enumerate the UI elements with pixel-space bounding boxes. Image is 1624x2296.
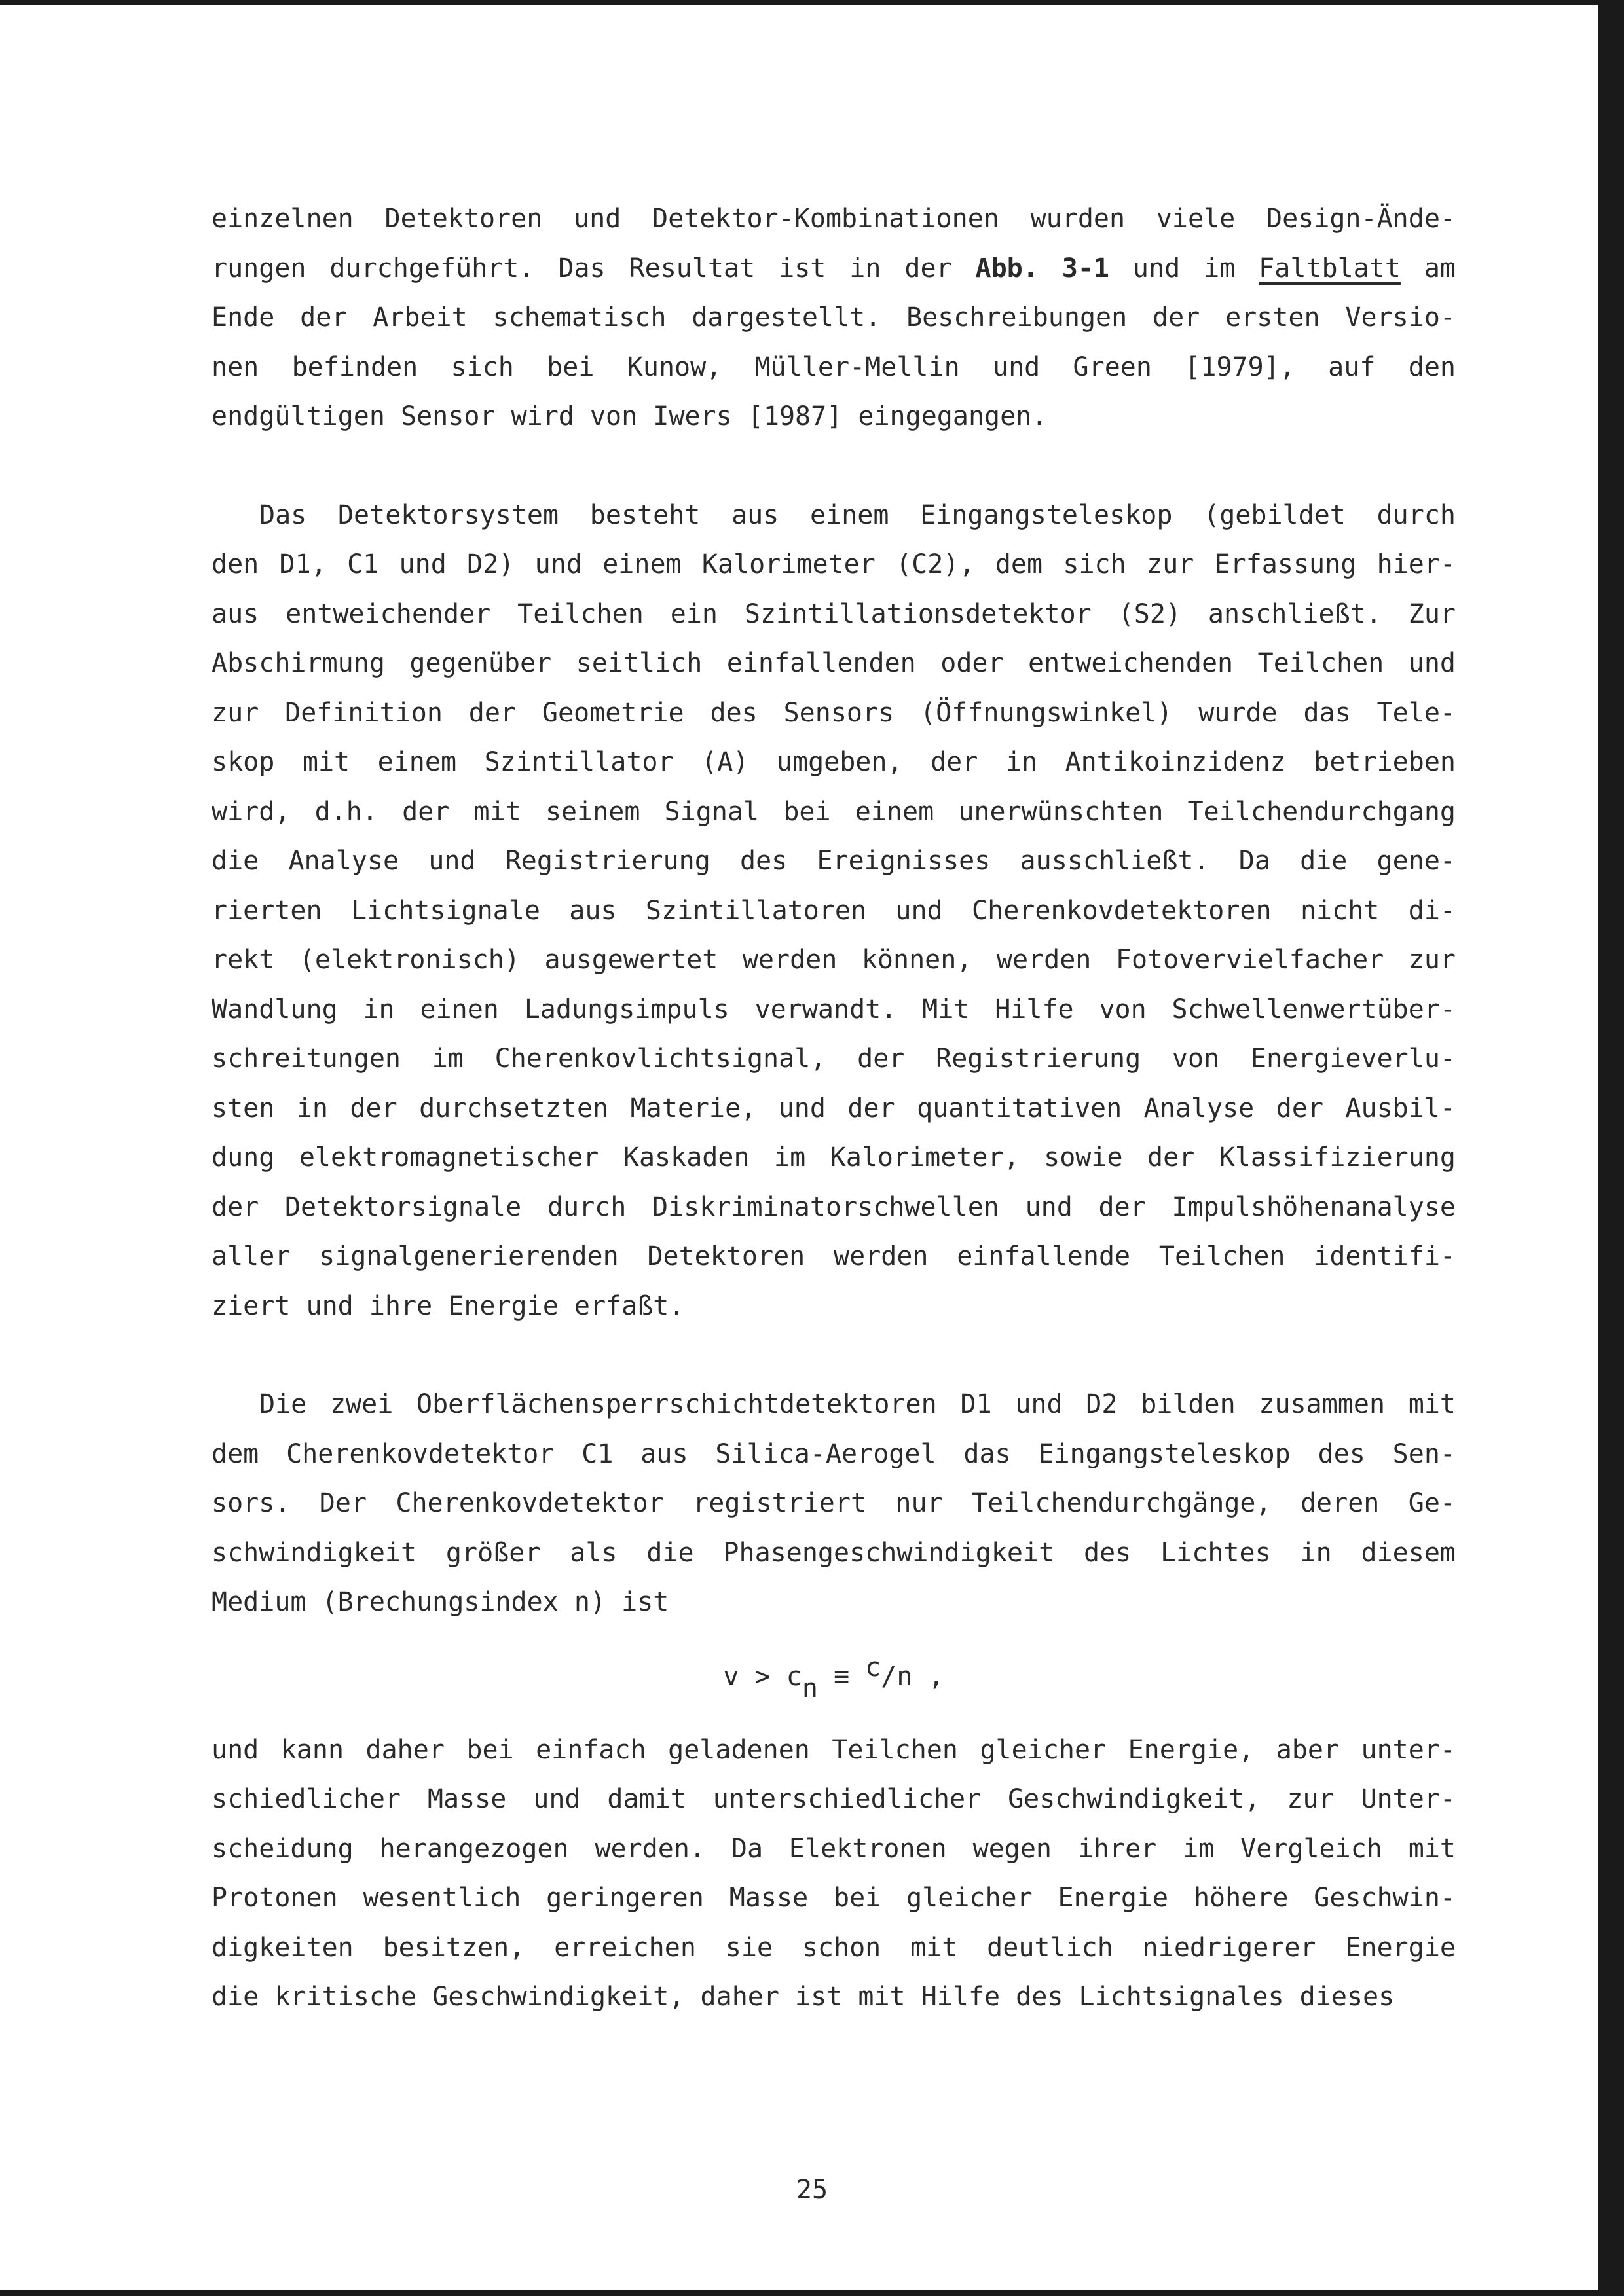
text-line: Ende der Arbeit schematisch dargestellt. Beschreibungen der ersten Versio- [212,302,1456,333]
body-text [212,194,1456,2022]
text-line: wird, d.h. der mit seinem Signal bei einem unerwünschten Teilchendurchgang [212,796,1456,827]
text-line: scheidung herangezogen werden. Da Elektronen wegen ihrer im Vergleich mit [212,1833,1456,1864]
text-line: sten in der durchsetzten Materie, und der quantitativen Analyse der Ausbil- [212,1093,1456,1123]
text-line: endgültigen Sensor wird von Iwers [1987] eingegangen. [212,401,1048,431]
paragraph-2 [212,491,1456,1332]
text-line: digkeiten besitzen, erreichen sie schon mit deutlich niedrigerer Energie [212,1932,1456,1963]
formula-denominator: n [896,1661,913,1692]
formula-tail: , [912,1661,944,1692]
formula-numerator: c [865,1652,881,1683]
text-fragment: am [1400,253,1456,283]
formula-subscript: n [802,1673,818,1704]
text-line: Medium (Brechungsindex n) ist [212,1587,669,1617]
paragraph-1 [212,194,1456,442]
text-line: rierten Lichtsignale aus Szintillatoren und Cherenkovdetektoren nicht di- [212,895,1456,926]
formula-equiv: ≡ [817,1661,866,1692]
paragraph-3 [212,1380,1456,1628]
formula [212,1628,1456,1726]
text-line: dung elektromagnetischer Kaskaden im Kalorimeter, sowie der Klassifizierung [212,1142,1456,1173]
foldout-reference: Faltblatt [1259,253,1401,283]
text-line: rekt (elektronisch) ausgewertet werden können, werden Fotovervielfacher zur [212,945,1456,975]
text-line: nen befinden sich bei Kunow, Müller-Mellin und Green [1979], auf den [212,352,1456,382]
formula-lhs: v > c [723,1661,802,1692]
text-line: die Analyse und Registrierung des Ereignisses ausschließt. Da die gene- [212,846,1456,876]
text-fragment: rungen durchgeführt. Das Resultat ist in der [212,253,976,283]
page-number: 25 [796,2175,828,2205]
text-line: Die zwei Oberflächensperrschichtdetektoren D1 und D2 bilden zusammen mit [259,1389,1456,1419]
text-line: ziert und ihre Energie erfaßt. [212,1290,685,1321]
text-line: der Detektorsignale durch Diskriminatorschwellen und der Impulshöhenanalyse [212,1192,1456,1222]
text-line: Abschirmung gegenüber seitlich einfallenden oder entweichenden Teilchen und [212,648,1456,678]
text-line: aller signalgenerierenden Detektoren werden einfallende Teilchen identifi- [212,1241,1456,1271]
text-line: dem Cherenkovdetektor C1 aus Silica-Aerogel das Eingangsteleskop des Sen- [212,1438,1456,1469]
text-line: einzelnen Detektoren und Detektor-Kombinationen wurden viele Design-Ände- [212,204,1456,234]
text-fragment: und im [1109,253,1259,283]
text-line: skop mit einem Szintillator (A) umgeben, der in Antikoinzidenz betrieben [212,747,1456,777]
text-line: Protonen wesentlich geringeren Masse bei gleicher Energie höhere Geschwin- [212,1883,1456,1913]
text-line: schwindigkeit größer als die Phasengeschwindigkeit des Lichtes in diesem [212,1537,1456,1568]
text-line: schreitungen im Cherenkovlichtsignal, der Registrierung von Energieverlu- [212,1044,1456,1074]
text-line: Das Detektorsystem besteht aus einem Eingangsteleskop (gebildet durch [259,500,1456,530]
text-line: die kritische Geschwindigkeit, daher ist mit Hilfe des Lichtsignales dieses [212,1982,1395,2012]
text-line [212,244,1456,294]
text-line: Wandlung in einen Ladungsimpuls verwandt. Mit Hilfe von Schwellenwertüber- [212,994,1456,1025]
text-line: zur Definition der Geometrie des Sensors (Öffnungswinkel) wurde das Tele- [212,697,1456,728]
figure-reference: Abb. 3-1 [975,253,1110,283]
paragraph-4 [212,1726,1456,2022]
text-line: und kann daher bei einfach geladenen Teilchen gleicher Energie, aber unter- [212,1734,1456,1765]
formula-slash: / [881,1661,897,1692]
text-line: aus entweichender Teilchen ein Szintillationsdetektor (S2) anschließt. Zur [212,598,1456,629]
text-line: den D1, C1 und D2) und einem Kalorimeter (C2), dem sich zur Erfassung hier- [212,549,1456,579]
text-line: sors. Der Cherenkovdetektor registriert nur Teilchendurchgänge, deren Ge- [212,1488,1456,1518]
text-line: schiedlicher Masse und damit unterschiedlicher Geschwindigkeit, zur Unter- [212,1784,1456,1814]
